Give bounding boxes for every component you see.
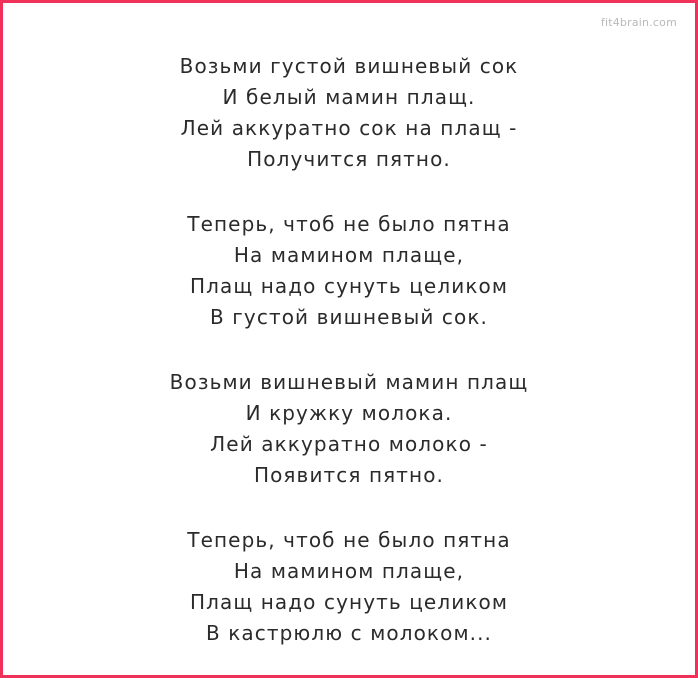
poem-line: Теперь, чтоб не было пятна xyxy=(187,528,511,552)
poem-body xyxy=(3,51,695,649)
poem-line: На мамином плаще, xyxy=(233,559,465,583)
poem-stanza xyxy=(187,525,510,649)
poem-line: Лей аккуратно сок на плащ - xyxy=(180,116,518,140)
poem-stanza xyxy=(187,209,510,333)
poem-line: Возьми вишневый мамин плащ xyxy=(169,370,529,394)
poem-line: Появится пятно. xyxy=(253,463,445,487)
poem-line: И белый мамин плащ. xyxy=(222,85,476,109)
site-watermark: fit4brain.com xyxy=(600,16,677,29)
poem-line: Плащ надо сунуть целиком xyxy=(189,590,509,614)
poem-line: На мамином плаще, xyxy=(233,243,465,267)
poem-line: И кружку молока. xyxy=(245,401,453,425)
poem-line: Возьми густой вишневый сок xyxy=(179,54,519,78)
poem-line: Лей аккуратно молоко - xyxy=(210,432,488,456)
poem-line: Плащ надо сунуть целиком xyxy=(189,274,509,298)
poem-line: Получится пятно. xyxy=(247,147,451,171)
poem-line: В кастрюлю с молоком... xyxy=(205,621,493,645)
poem-stanza xyxy=(180,51,519,175)
poem-stanza xyxy=(170,367,529,491)
poem-line: Теперь, чтоб не было пятна xyxy=(187,212,511,236)
poem-line: В густой вишневый сок. xyxy=(210,305,488,329)
